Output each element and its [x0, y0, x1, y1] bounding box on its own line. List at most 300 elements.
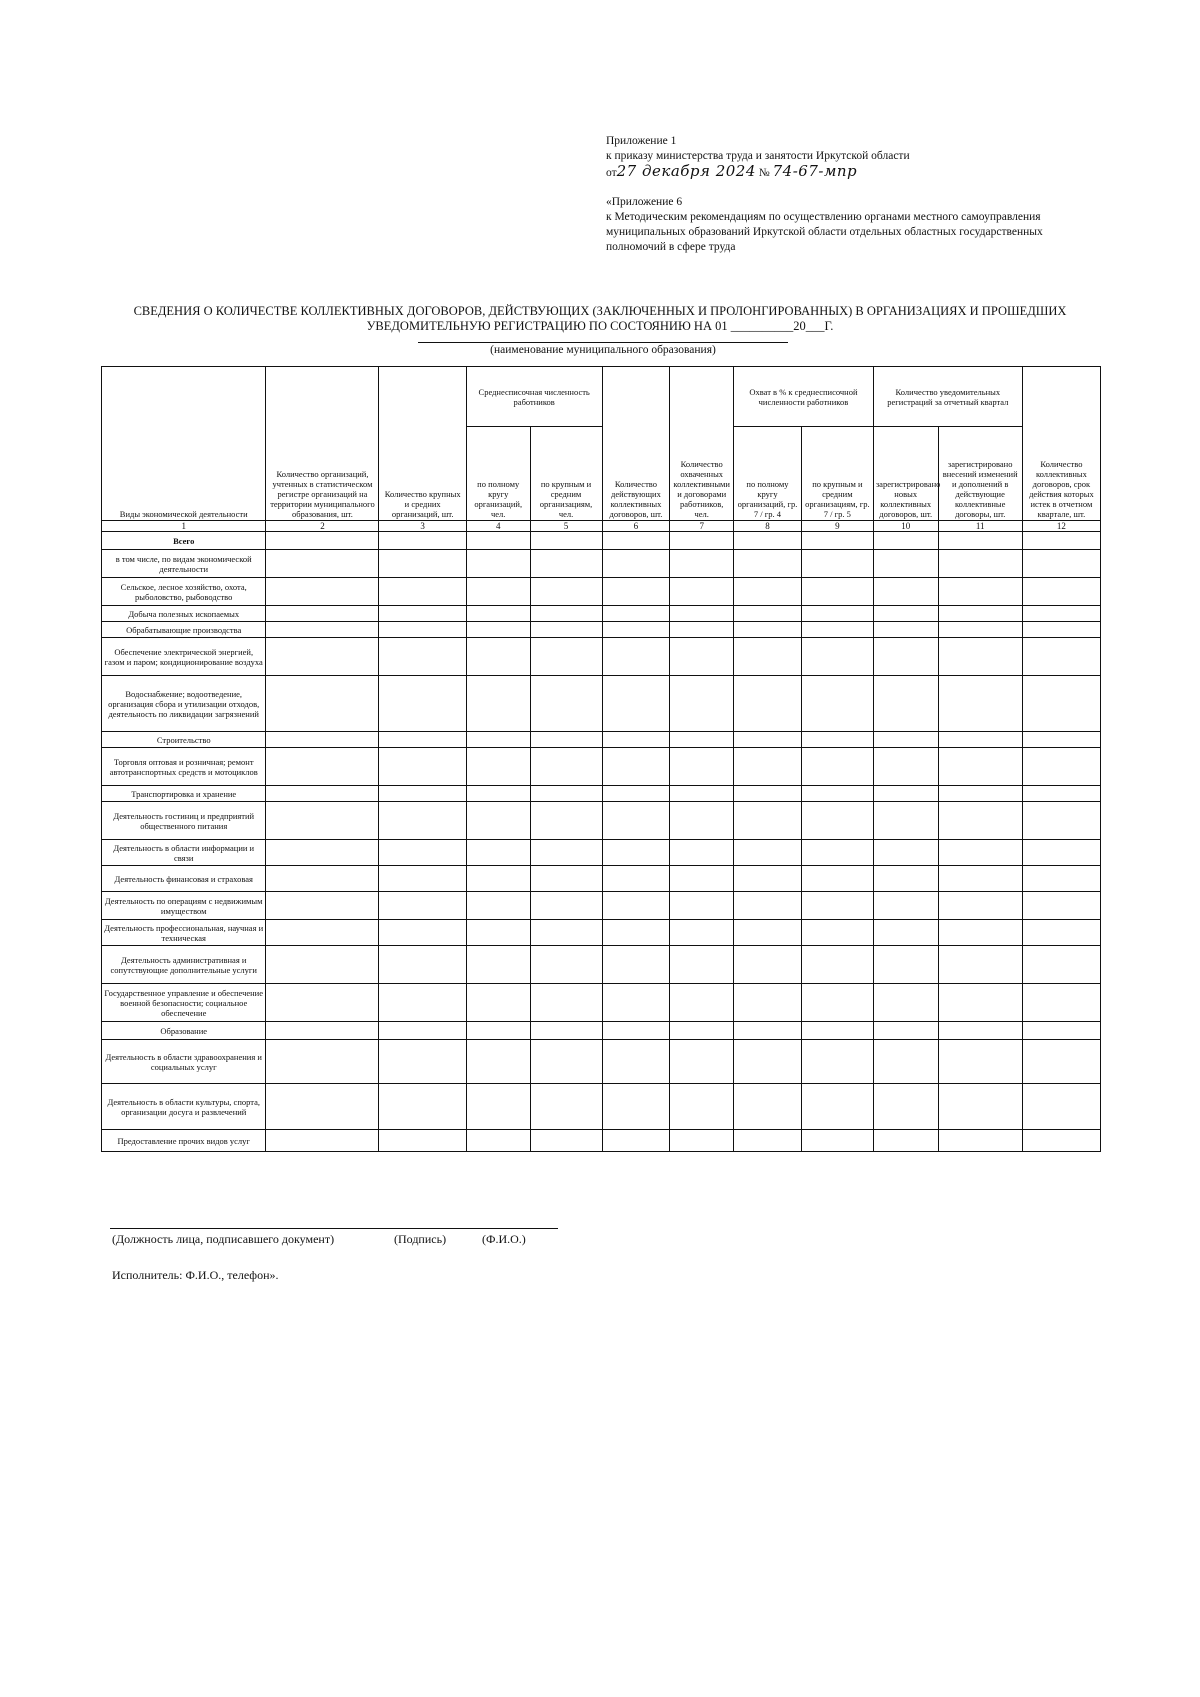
column-number: 4 [466, 521, 530, 532]
row-label: Всего [102, 532, 266, 550]
data-cell[interactable] [530, 840, 602, 866]
data-cell[interactable] [379, 1022, 466, 1040]
data-cell[interactable] [938, 578, 1022, 606]
data-cell[interactable] [801, 802, 873, 840]
title-line-1: СВЕДЕНИЯ О КОЛИЧЕСТВЕ КОЛЛЕКТИВНЫХ ДОГОВОРОВ, ДЕЙСТВУЮЩИХ (ЗАКЛЮЧЕННЫХ И ПРОЛОНГИРОВАННЫХ) В ОРГАНИЗАЦИЯХ И ПРОШЕДШИХ [133, 304, 1067, 318]
data-cell[interactable] [1022, 984, 1100, 1022]
data-cell[interactable] [530, 920, 602, 946]
header-expired-agreements: Количество коллективных договоров, срок действия которых истек в отчетном квартале, шт. [1022, 367, 1100, 521]
table-row [102, 786, 1101, 802]
data-cell[interactable] [938, 984, 1022, 1022]
signature-sign: (Подпись) [394, 1232, 447, 1246]
data-cell[interactable] [602, 1130, 670, 1152]
row-label: Образование [102, 1022, 266, 1040]
data-cell[interactable] [801, 892, 873, 920]
data-cell[interactable] [379, 676, 466, 732]
header-new-registered: зарегистрировано новых коллективных договоров, шт. [873, 427, 938, 521]
data-cell[interactable] [670, 1040, 734, 1084]
data-cell[interactable] [801, 1084, 873, 1130]
data-cell[interactable] [938, 920, 1022, 946]
data-cell[interactable] [670, 840, 734, 866]
data-cell[interactable] [670, 578, 734, 606]
data-cell[interactable] [379, 748, 466, 786]
data-cell[interactable] [602, 920, 670, 946]
data-cell[interactable] [266, 920, 379, 946]
data-cell[interactable] [466, 866, 530, 892]
data-cell[interactable] [1022, 638, 1100, 676]
data-cell[interactable] [266, 578, 379, 606]
header-coverage-full: по полному кругу организаций, гр. 7 / гр. 4 [734, 427, 802, 521]
data-cell[interactable] [801, 550, 873, 578]
data-cell[interactable] [530, 676, 602, 732]
data-cell[interactable] [266, 748, 379, 786]
data-cell[interactable] [873, 606, 938, 622]
table-row [102, 578, 1101, 606]
data-cell[interactable] [379, 946, 466, 984]
data-cell[interactable] [873, 622, 938, 638]
data-cell[interactable] [530, 866, 602, 892]
row-label: Деятельность в области культуры, спорта, организации досуга и развлечений [102, 1084, 266, 1130]
data-cell[interactable] [734, 1084, 802, 1130]
data-cell[interactable] [1022, 786, 1100, 802]
data-cell[interactable] [266, 638, 379, 676]
data-cell[interactable] [873, 946, 938, 984]
data-cell[interactable] [266, 984, 379, 1022]
data-cell[interactable] [670, 1130, 734, 1152]
data-cell[interactable] [873, 532, 938, 550]
data-cell[interactable] [602, 638, 670, 676]
data-cell[interactable] [670, 786, 734, 802]
table-row [102, 1084, 1101, 1130]
table-row [102, 840, 1101, 866]
data-cell[interactable] [466, 802, 530, 840]
data-cell[interactable] [466, 606, 530, 622]
data-cell[interactable] [873, 984, 938, 1022]
data-cell[interactable] [734, 920, 802, 946]
data-cell[interactable] [530, 892, 602, 920]
table-row [102, 550, 1101, 578]
data-cell[interactable] [873, 550, 938, 578]
data-cell[interactable] [801, 840, 873, 866]
data-cell[interactable] [734, 622, 802, 638]
number-prefix: № [758, 167, 770, 179]
report-table [101, 366, 1101, 1152]
signature-block [112, 1232, 526, 1247]
data-cell[interactable] [266, 802, 379, 840]
data-cell[interactable] [801, 920, 873, 946]
column-number: 10 [873, 521, 938, 532]
data-cell[interactable] [379, 606, 466, 622]
data-cell[interactable] [466, 1130, 530, 1152]
data-cell[interactable] [530, 748, 602, 786]
data-cell[interactable] [734, 984, 802, 1022]
data-cell[interactable] [734, 892, 802, 920]
data-cell[interactable] [801, 532, 873, 550]
data-cell[interactable] [466, 638, 530, 676]
appendix6-text-3: полномочий в сфере труда [606, 241, 736, 253]
data-cell[interactable] [1022, 622, 1100, 638]
header-avg-staff-group: Среднесписочная численность работников [466, 367, 602, 427]
data-cell[interactable] [938, 532, 1022, 550]
data-cell[interactable] [530, 606, 602, 622]
data-cell[interactable] [379, 786, 466, 802]
data-cell[interactable] [670, 802, 734, 840]
data-cell[interactable] [801, 578, 873, 606]
data-cell[interactable] [734, 578, 802, 606]
data-cell[interactable] [530, 786, 602, 802]
appendix6-text-2: муниципальных образований Иркутской области отдельных областных государственных [606, 226, 1043, 238]
data-cell[interactable] [801, 1040, 873, 1084]
row-label: Строительство [102, 732, 266, 748]
data-cell[interactable] [1022, 532, 1100, 550]
data-cell[interactable] [530, 802, 602, 840]
data-cell[interactable] [938, 606, 1022, 622]
data-cell[interactable] [602, 578, 670, 606]
data-cell[interactable] [602, 676, 670, 732]
data-cell[interactable] [938, 866, 1022, 892]
data-cell[interactable] [466, 892, 530, 920]
data-cell[interactable] [734, 606, 802, 622]
data-cell[interactable] [938, 892, 1022, 920]
data-cell[interactable] [379, 1130, 466, 1152]
column-number: 11 [938, 521, 1022, 532]
data-cell[interactable] [602, 866, 670, 892]
data-cell[interactable] [938, 1040, 1022, 1084]
data-cell[interactable] [1022, 920, 1100, 946]
data-cell[interactable] [1022, 866, 1100, 892]
table-row [102, 606, 1101, 622]
table-row [102, 748, 1101, 786]
row-label: Сельское, лесное хозяйство, охота, рыболовство, рыбоводство [102, 578, 266, 606]
data-cell[interactable] [602, 622, 670, 638]
data-cell[interactable] [466, 984, 530, 1022]
data-cell[interactable] [734, 532, 802, 550]
row-label: Деятельность в области здравоохранения и социальных услуг [102, 1040, 266, 1084]
data-cell[interactable] [379, 1084, 466, 1130]
appendix6-title: «Приложение 6 [606, 196, 683, 208]
data-cell[interactable] [938, 638, 1022, 676]
data-cell[interactable] [466, 622, 530, 638]
data-cell[interactable] [530, 946, 602, 984]
data-cell[interactable] [938, 786, 1022, 802]
data-cell[interactable] [379, 1040, 466, 1084]
table-row [102, 1022, 1101, 1040]
data-cell[interactable] [602, 984, 670, 1022]
data-cell[interactable] [801, 732, 873, 748]
data-cell[interactable] [670, 732, 734, 748]
data-cell[interactable] [670, 920, 734, 946]
data-cell[interactable] [266, 892, 379, 920]
data-cell[interactable] [801, 676, 873, 732]
data-cell[interactable] [1022, 676, 1100, 732]
data-cell[interactable] [873, 676, 938, 732]
data-cell[interactable] [530, 984, 602, 1022]
column-number: 6 [602, 521, 670, 532]
data-cell[interactable] [734, 1040, 802, 1084]
data-cell[interactable] [670, 532, 734, 550]
data-cell[interactable] [670, 892, 734, 920]
data-cell[interactable] [379, 638, 466, 676]
data-cell[interactable] [602, 550, 670, 578]
data-cell[interactable] [466, 748, 530, 786]
data-cell[interactable] [873, 638, 938, 676]
data-cell[interactable] [1022, 946, 1100, 984]
data-cell[interactable] [938, 840, 1022, 866]
row-label: Деятельность административная и сопутствующие дополнительные услуги [102, 946, 266, 984]
data-cell[interactable] [379, 578, 466, 606]
data-cell[interactable] [873, 732, 938, 748]
table-row [102, 1040, 1101, 1084]
data-cell[interactable] [734, 550, 802, 578]
data-cell[interactable] [379, 866, 466, 892]
data-cell[interactable] [1022, 1130, 1100, 1152]
data-cell[interactable] [466, 550, 530, 578]
data-cell[interactable] [379, 732, 466, 748]
data-cell[interactable] [873, 892, 938, 920]
signature-name: (Ф.И.О.) [482, 1232, 526, 1246]
data-cell[interactable] [602, 606, 670, 622]
data-cell[interactable] [938, 676, 1022, 732]
column-number: 7 [670, 521, 734, 532]
data-cell[interactable] [1022, 578, 1100, 606]
data-cell[interactable] [530, 578, 602, 606]
data-cell[interactable] [938, 550, 1022, 578]
data-cell[interactable] [873, 866, 938, 892]
data-cell[interactable] [266, 866, 379, 892]
data-cell[interactable] [530, 622, 602, 638]
data-cell[interactable] [938, 1130, 1022, 1152]
row-label: Торговля оптовая и розничная; ремонт автотранспортных средств и мотоциклов [102, 748, 266, 786]
header-coverage-large: по крупным и средним организациям, гр. 7 / гр. 5 [801, 427, 873, 521]
data-cell[interactable] [734, 786, 802, 802]
data-cell[interactable] [379, 840, 466, 866]
row-label: Деятельность по операциям с недвижимым имуществом [102, 892, 266, 920]
data-cell[interactable] [530, 638, 602, 676]
data-cell[interactable] [379, 550, 466, 578]
appendix-header [606, 134, 1096, 255]
data-cell[interactable] [1022, 1022, 1100, 1040]
table-row [102, 532, 1101, 550]
data-cell[interactable] [466, 1022, 530, 1040]
data-cell[interactable] [266, 1084, 379, 1130]
table-row [102, 732, 1101, 748]
data-cell[interactable] [466, 786, 530, 802]
data-cell[interactable] [734, 840, 802, 866]
data-cell[interactable] [379, 532, 466, 550]
data-cell[interactable] [801, 786, 873, 802]
row-label: Транспортировка и хранение [102, 786, 266, 802]
table-body [102, 532, 1101, 1152]
data-cell[interactable] [873, 920, 938, 946]
data-cell[interactable] [670, 550, 734, 578]
data-cell[interactable] [1022, 1040, 1100, 1084]
data-cell[interactable] [801, 748, 873, 786]
data-cell[interactable] [602, 802, 670, 840]
data-cell[interactable] [1022, 550, 1100, 578]
row-label: Деятельность в области информации и связи [102, 840, 266, 866]
data-cell[interactable] [873, 786, 938, 802]
data-cell[interactable] [466, 1040, 530, 1084]
data-cell[interactable] [938, 802, 1022, 840]
data-cell[interactable] [801, 1130, 873, 1152]
data-cell[interactable] [266, 550, 379, 578]
header-amendments-registered: зарегистрировано внесений изменений и дополнений в действующие коллективные договоры, шт. [938, 427, 1022, 521]
data-cell[interactable] [938, 1022, 1022, 1040]
data-cell[interactable] [670, 748, 734, 786]
data-cell[interactable] [530, 1040, 602, 1084]
data-cell[interactable] [670, 606, 734, 622]
handwritten-number: 74-67-мпр [772, 162, 858, 180]
data-cell[interactable] [379, 622, 466, 638]
data-cell[interactable] [602, 1022, 670, 1040]
data-cell[interactable] [602, 786, 670, 802]
date-prefix: от [606, 167, 617, 179]
data-cell[interactable] [266, 1022, 379, 1040]
data-cell[interactable] [873, 1040, 938, 1084]
data-cell[interactable] [938, 946, 1022, 984]
data-cell[interactable] [466, 578, 530, 606]
data-cell[interactable] [266, 1040, 379, 1084]
data-cell[interactable] [466, 840, 530, 866]
data-cell[interactable] [466, 920, 530, 946]
data-cell[interactable] [530, 1130, 602, 1152]
data-cell[interactable] [1022, 732, 1100, 748]
handwritten-date: 27 декабря 2024 [616, 162, 756, 180]
appendix6-text-1: к Методическим рекомендациям по осуществлению органами местного самоуправления [606, 211, 1041, 223]
data-cell[interactable] [670, 946, 734, 984]
data-cell[interactable] [1022, 748, 1100, 786]
data-cell[interactable] [734, 1022, 802, 1040]
data-cell[interactable] [801, 606, 873, 622]
table-row [102, 946, 1101, 984]
data-cell[interactable] [801, 622, 873, 638]
data-cell[interactable] [873, 1084, 938, 1130]
data-cell[interactable] [801, 866, 873, 892]
data-cell[interactable] [734, 748, 802, 786]
data-cell[interactable] [1022, 606, 1100, 622]
data-cell[interactable] [873, 840, 938, 866]
data-cell[interactable] [670, 676, 734, 732]
row-label: Обеспечение электрической энергией, газом и паром; кондиционирование воздуха [102, 638, 266, 676]
data-cell[interactable] [873, 1022, 938, 1040]
data-cell[interactable] [466, 732, 530, 748]
data-cell[interactable] [670, 1022, 734, 1040]
data-cell[interactable] [734, 866, 802, 892]
table-row [102, 892, 1101, 920]
data-cell[interactable] [266, 532, 379, 550]
data-cell[interactable] [379, 984, 466, 1022]
row-label: Государственное управление и обеспечение военной безопасности; социальное обеспечение [102, 984, 266, 1022]
data-cell[interactable] [873, 802, 938, 840]
data-cell[interactable] [734, 802, 802, 840]
data-cell[interactable] [1022, 1084, 1100, 1130]
appendix-order-ref: к приказу министерства труда и занятости Иркутской области [606, 150, 910, 162]
data-cell[interactable] [602, 532, 670, 550]
data-cell[interactable] [938, 622, 1022, 638]
table-row [102, 638, 1101, 676]
data-cell[interactable] [266, 786, 379, 802]
row-label: Обрабатывающие производства [102, 622, 266, 638]
data-cell[interactable] [734, 1130, 802, 1152]
data-cell[interactable] [670, 622, 734, 638]
data-cell[interactable] [670, 638, 734, 676]
data-cell[interactable] [266, 732, 379, 748]
row-label: Водоснабжение; водоотведение, организация сбора и утилизации отходов, деятельность по ликвидации загрязнений [102, 676, 266, 732]
data-cell[interactable] [873, 1130, 938, 1152]
municipality-caption: (наименование муниципального образования) [418, 342, 788, 356]
data-cell[interactable] [602, 840, 670, 866]
data-cell[interactable] [734, 732, 802, 748]
data-cell[interactable] [801, 638, 873, 676]
data-cell[interactable] [379, 802, 466, 840]
data-cell[interactable] [801, 1022, 873, 1040]
table-row [102, 802, 1101, 840]
row-label: Предоставление прочих видов услуг [102, 1130, 266, 1152]
data-cell[interactable] [266, 622, 379, 638]
data-cell[interactable] [466, 532, 530, 550]
data-cell[interactable] [873, 748, 938, 786]
data-cell[interactable] [266, 606, 379, 622]
data-cell[interactable] [530, 732, 602, 748]
data-cell[interactable] [530, 532, 602, 550]
data-cell[interactable] [602, 1084, 670, 1130]
column-number: 3 [379, 521, 466, 532]
header-staff-full: по полному кругу организаций, чел. [466, 427, 530, 521]
data-cell[interactable] [1022, 892, 1100, 920]
data-cell[interactable] [530, 1022, 602, 1040]
data-cell[interactable] [801, 946, 873, 984]
data-cell[interactable] [734, 946, 802, 984]
row-label: Деятельность финансовая и страховая [102, 866, 266, 892]
data-cell[interactable] [602, 1040, 670, 1084]
data-cell[interactable] [602, 946, 670, 984]
data-cell[interactable] [266, 676, 379, 732]
data-cell[interactable] [466, 946, 530, 984]
data-cell[interactable] [734, 676, 802, 732]
data-cell[interactable] [801, 984, 873, 1022]
column-number: 8 [734, 521, 802, 532]
data-cell[interactable] [938, 1084, 1022, 1130]
column-number: 2 [266, 521, 379, 532]
header-staff-large: по крупным и средним организациям, чел. [530, 427, 602, 521]
data-cell[interactable] [466, 1084, 530, 1130]
data-cell[interactable] [938, 748, 1022, 786]
data-cell[interactable] [734, 638, 802, 676]
column-number: 9 [801, 521, 873, 532]
data-cell[interactable] [670, 1084, 734, 1130]
data-cell[interactable] [266, 840, 379, 866]
data-cell[interactable] [670, 866, 734, 892]
data-cell[interactable] [602, 748, 670, 786]
column-number: 1 [102, 521, 266, 532]
data-cell[interactable] [602, 892, 670, 920]
header-notifications-group: Количество уведомительных регистраций за отчетный квартал [873, 367, 1022, 427]
data-cell[interactable] [1022, 802, 1100, 840]
data-cell[interactable] [266, 1130, 379, 1152]
data-cell[interactable] [530, 1084, 602, 1130]
data-cell[interactable] [873, 578, 938, 606]
data-cell[interactable] [379, 920, 466, 946]
data-cell[interactable] [530, 550, 602, 578]
data-cell[interactable] [466, 676, 530, 732]
data-cell[interactable] [670, 984, 734, 1022]
data-cell[interactable] [379, 892, 466, 920]
table-row [102, 676, 1101, 732]
data-cell[interactable] [602, 732, 670, 748]
data-cell[interactable] [1022, 840, 1100, 866]
data-cell[interactable] [266, 946, 379, 984]
data-cell[interactable] [938, 732, 1022, 748]
